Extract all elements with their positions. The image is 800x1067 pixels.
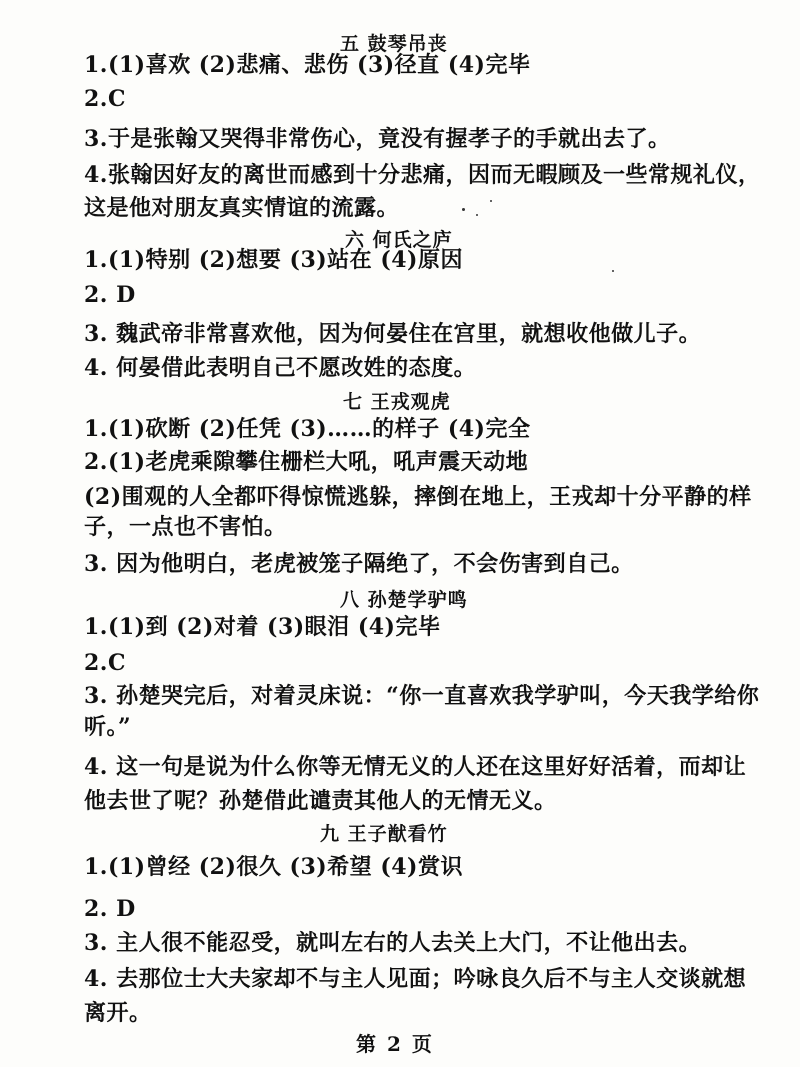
answer-line: 离开。	[84, 1000, 152, 1026]
answer-line: 2.C	[84, 650, 126, 676]
answer-line: 子，一点也不害怕。	[84, 514, 287, 540]
answer-line: (2)围观的人全都吓得惊慌逃躲，摔倒在地上，王戎却十分平静的样	[84, 484, 752, 510]
answer-line: 4. 何晏借此表明自己不愿改姓的态度。	[84, 355, 477, 381]
answer-line: 4.张翰因好友的离世而感到十分悲痛，因而无暇顾及一些常规礼仪，	[84, 162, 761, 188]
answer-line: 1.(1)喜欢 (2)悲痛、悲伤 (3)径直 (4)完毕	[84, 52, 531, 78]
answer-line: 1.(1)特别 (2)想要 (3)站在 (4)原因	[84, 247, 463, 273]
page-number: 第 2 页	[356, 1032, 434, 1056]
answer-line: 4. 去那位士大夫家却不与主人见面；吟咏良久后不与主人交谈就想	[84, 966, 747, 992]
section-title: 九 王子猷看竹	[320, 823, 448, 845]
scan-speck	[462, 208, 465, 211]
answer-line: 2. D	[84, 282, 136, 308]
answer-line: 3. 因为他明白，老虎被笼子隔绝了，不会伤害到自己。	[84, 551, 634, 577]
answer-line: 1.(1)到 (2)对着 (3)眼泪 (4)完毕	[84, 614, 441, 640]
answer-line: 3. 魏武帝非常喜欢他，因为何晏住在宫里，就想收他做儿子。	[84, 321, 702, 347]
answer-line: 1.(1)砍断 (2)任凭 (3)……的样子 (4)完全	[84, 416, 531, 442]
scan-speck	[612, 270, 614, 272]
answer-line: 3.于是张翰又哭得非常伤心，竟没有握孝子的手就出去了。	[84, 126, 671, 152]
answer-line: 4. 这一句是说为什么你等无情无义的人还在这里好好活着，而却让	[84, 754, 747, 780]
section-title: 六 何氏之庐	[345, 229, 453, 251]
answer-line: 2. D	[84, 896, 136, 922]
section-title: 五 鼓琴吊丧	[340, 33, 448, 55]
answer-line: 他去世了呢？孙楚借此谴责其他人的无情无义。	[84, 788, 557, 814]
answer-line: 3. 主人很不能忍受，就叫左右的人去关上大门，不让他出去。	[84, 930, 702, 956]
answer-line: 1.(1)曾经 (2)很久 (3)希望 (4)赏识	[84, 854, 463, 880]
section-title: 七 王戎观虎	[343, 391, 451, 413]
section-title: 八 孙楚学驴鸣	[340, 589, 468, 611]
answer-line: 2.C	[84, 86, 126, 112]
answer-line: 2.(1)老虎乘隙攀住栅栏大吼，吼声震天动地	[84, 449, 529, 475]
scan-speck	[490, 200, 492, 202]
answer-line: 听。”	[84, 714, 132, 740]
answer-line: 3. 孙楚哭完后，对着灵床说：“你一直喜欢我学驴叫，今天我学给你	[84, 683, 760, 709]
answer-line: 这是他对朋友真实情谊的流露。	[84, 195, 400, 221]
scan-speck	[476, 214, 478, 216]
